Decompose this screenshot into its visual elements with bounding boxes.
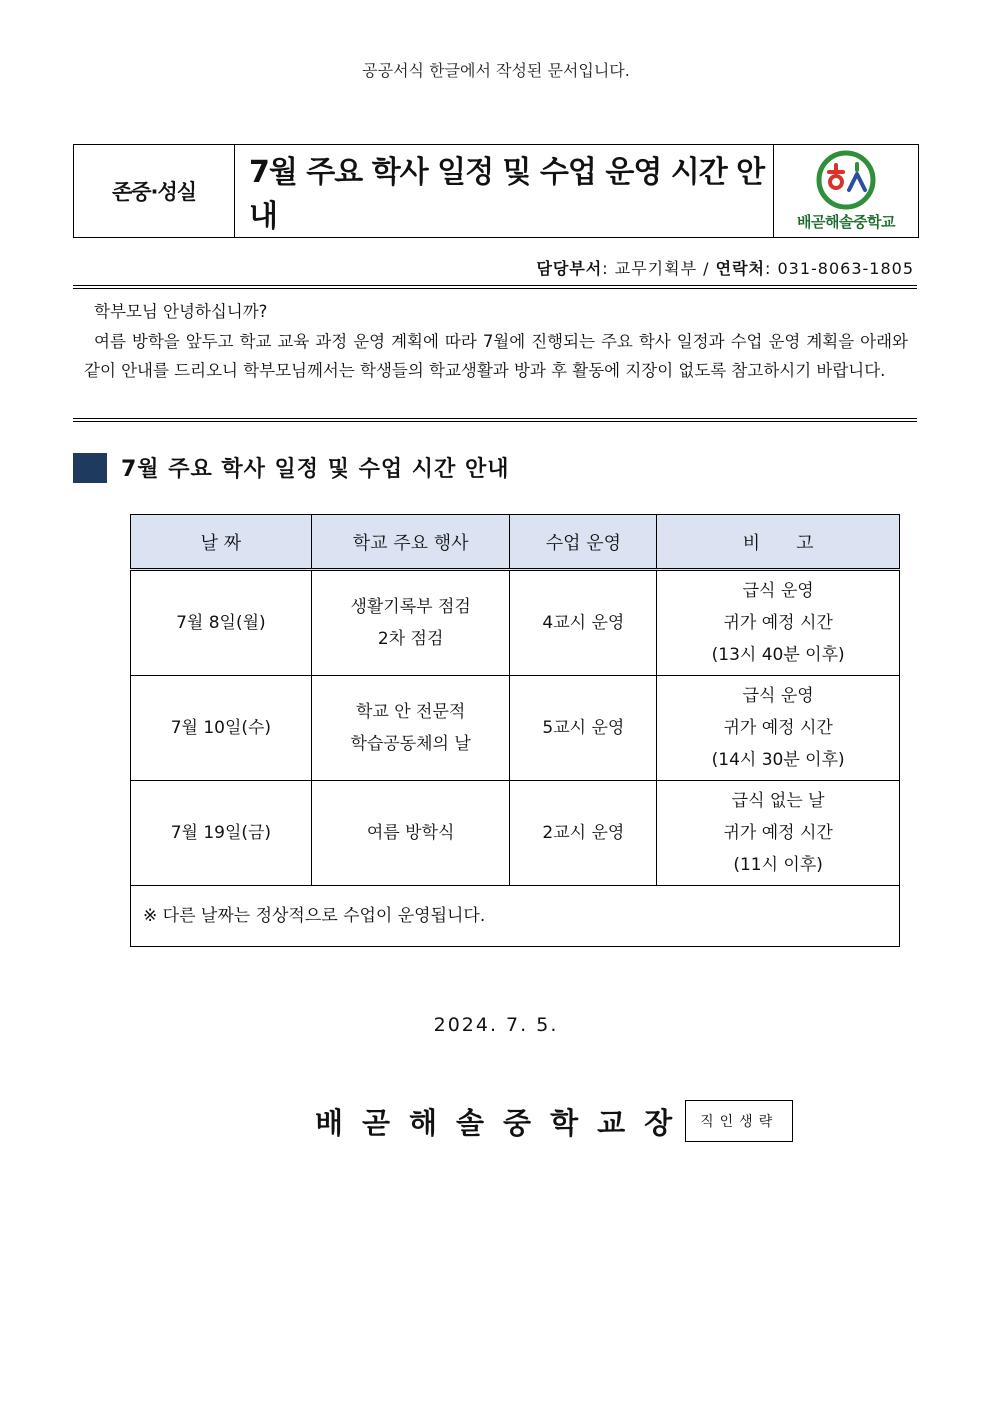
table-note-row: [131, 886, 900, 947]
header-event: 학교 주요 행사: [311, 515, 510, 570]
section-marker: [73, 453, 107, 483]
intro-greeting: 학부모님 안녕하십니까?: [94, 302, 268, 321]
dept-label: 담당부서: [536, 259, 603, 278]
intro-text: [84, 297, 908, 386]
divider: [73, 285, 917, 286]
header-date: 날 짜: [131, 515, 312, 570]
school-motto: 존중·성실: [74, 145, 235, 237]
cell-class: 2교시 운영: [510, 781, 657, 886]
cell-date: 7월 19일(금): [131, 781, 312, 886]
section-heading: [73, 452, 509, 483]
table-row: [131, 570, 900, 676]
school-logo-emblem: [813, 150, 879, 210]
cell-class: 5교시 운영: [510, 676, 657, 781]
divider: [73, 288, 917, 289]
document-title: 7월 주요 학사 일정 및 수업 운영 시간 안내: [235, 145, 774, 237]
table-note: ※ 다른 날짜는 정상적으로 수업이 운영됩니다.: [131, 886, 900, 947]
divider: [73, 418, 917, 419]
department-info: 담당부서: 교무기획부 / 연락처: 031-8063-1805: [536, 259, 914, 278]
dept-value: 교무기획부: [614, 259, 698, 278]
document-date: 2024. 7. 5.: [433, 1014, 559, 1036]
cell-remark: 급식 없는 날 귀가 예정 시간 (11시 이후): [657, 781, 900, 886]
cell-event: 학교 안 전문적 학습공동체의 날: [311, 676, 510, 781]
cell-class: 4교시 운영: [510, 570, 657, 676]
school-logo: [774, 145, 918, 237]
principal-name: 배곧해솔중학교장: [315, 1105, 692, 1140]
intro-body: 여름 방학을 앞두고 학교 교육 과정 운영 계획에 따라 7월에 진행되는 주요 학사 일정과 수업 운영 계획을 아래와 같이 안내를 드리오니 학부모님께서는 학생들의 학교생활과 방과 후 활동에 지장이 없도록 참고하시기 바랍니다.: [84, 331, 908, 380]
section-title: 7월 주요 학사 일정 및 수업 시간 안내: [121, 457, 510, 482]
cell-date: 7월 8일(월): [131, 570, 312, 676]
cell-date: 7월 10일(수): [131, 676, 312, 781]
contact-label: 연락처: [715, 259, 765, 278]
cell-remark: 급식 운영 귀가 예정 시간 (14시 30분 이후): [657, 676, 900, 781]
header-class: 수업 운영: [510, 515, 657, 570]
contact-value: 031-8063-1805: [777, 259, 914, 278]
cell-event: 여름 방학식: [311, 781, 510, 886]
principal-signature: [315, 1100, 793, 1142]
school-logo-name: 배곧해솔중학교: [797, 213, 895, 231]
header-remark: 비 고: [657, 515, 900, 570]
table-header-row: [131, 515, 900, 570]
divider: [73, 421, 917, 422]
cell-remark: 급식 운영 귀가 예정 시간 (13시 40분 이후): [657, 570, 900, 676]
table-row: [131, 781, 900, 886]
header-box: [73, 144, 919, 238]
table-row: [131, 676, 900, 781]
seal-omitted-box: 직인생략: [685, 1100, 793, 1142]
cell-event: 생활기록부 점검 2차 점검: [311, 570, 510, 676]
document-notice: 공공서식 한글에서 작성된 문서입니다.: [362, 61, 630, 80]
dept-separator: /: [703, 259, 710, 278]
schedule-table: [130, 514, 900, 947]
